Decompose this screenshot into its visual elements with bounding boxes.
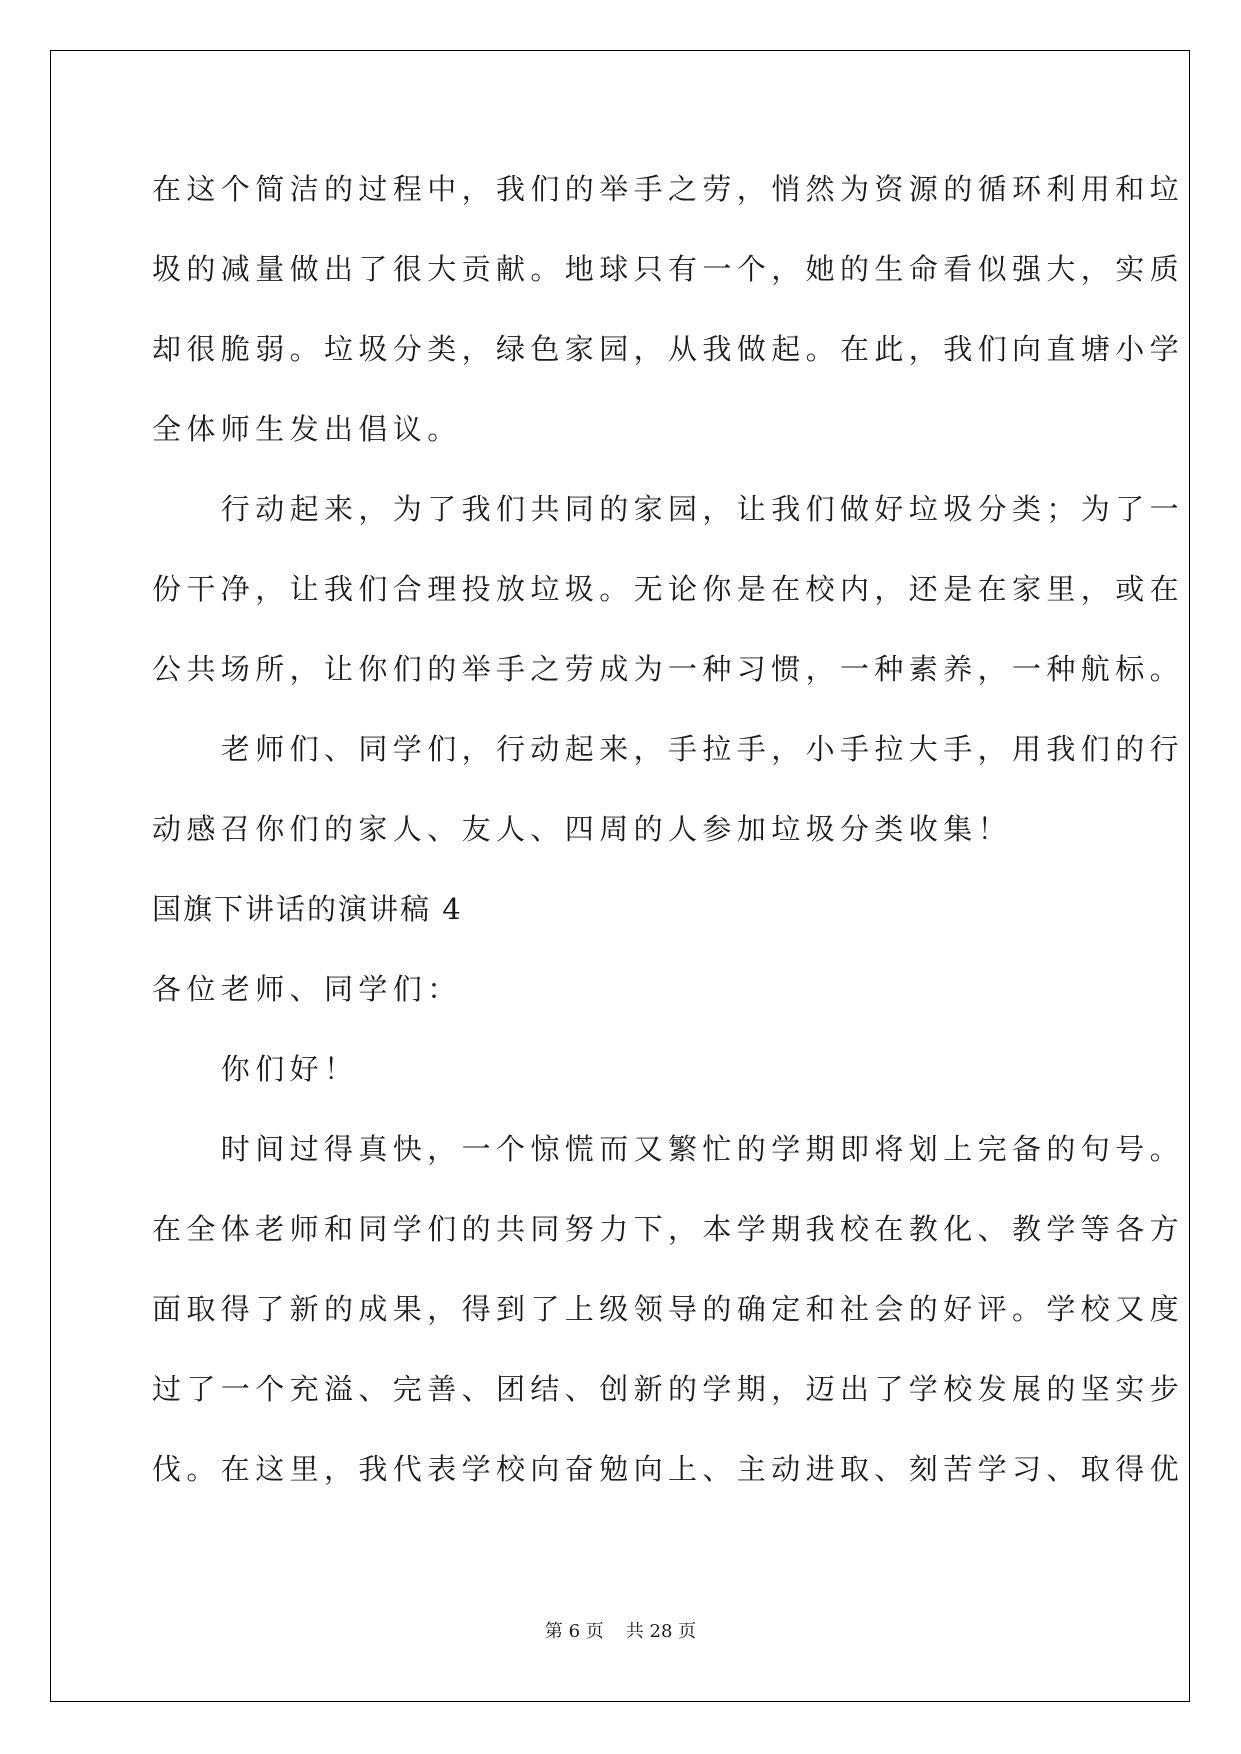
body-line-14: 在全体老师和同学们的共同努力下，本学期我校在教化、教学等各方 [152,1212,1185,1246]
body-line-1: 在这个简洁的过程中，我们的举手之劳，悄然为资源的循环利用和垃 [152,172,1185,206]
body-line-15: 面取得了新的成果，得到了上级领导的确定和社会的好评。学校又度 [152,1292,1185,1326]
body-line-7: 公共场所，让你们的举手之劳成为一种习惯，一种素养，一种航标。 [152,652,1185,686]
greeting: 你们好！ [152,1052,359,1086]
body-line-3: 却很脆弱。垃圾分类，绿色家园，从我做起。在此，我们向直塘小学 [152,332,1185,366]
salutation: 各位老师、同学们： [152,972,462,1006]
body-line-4: 全体师生发出倡议。 [152,412,462,446]
body-line-9: 动感召你们的家人、友人、四周的人参加垃圾分类收集！ [152,812,1013,846]
body-line-6: 份干净，让我们合理投放垃圾。无论你是在校内，还是在家里，或在 [152,572,1185,606]
total-pages: 共 28 页 [625,1621,697,1642]
body-line-5: 行动起来，为了我们共同的家园，让我们做好垃圾分类；为了一 [152,492,1185,526]
body-line-2: 圾的减量做出了很大贡献。地球只有一个，她的生命看似强大，实质 [152,252,1185,286]
body-line-8: 老师们、同学们，行动起来，手拉手，小手拉大手，用我们的行 [152,732,1185,766]
body-line-13: 时间过得真快，一个惊慌而又繁忙的学期即将划上完备的句号。 [152,1132,1185,1166]
page-number: 第 6 页 [544,1621,604,1642]
page-footer [0,1617,1241,1643]
body-line-16: 过了一个充溢、完善、团结、创新的学期，迈出了学校发展的坚实步 [152,1372,1185,1406]
body-line-17: 伐。在这里，我代表学校向奋勉向上、主动进取、刻苦学习、取得优 [152,1452,1185,1486]
section-heading: 国旗下讲话的演讲稿 4 [152,892,463,926]
